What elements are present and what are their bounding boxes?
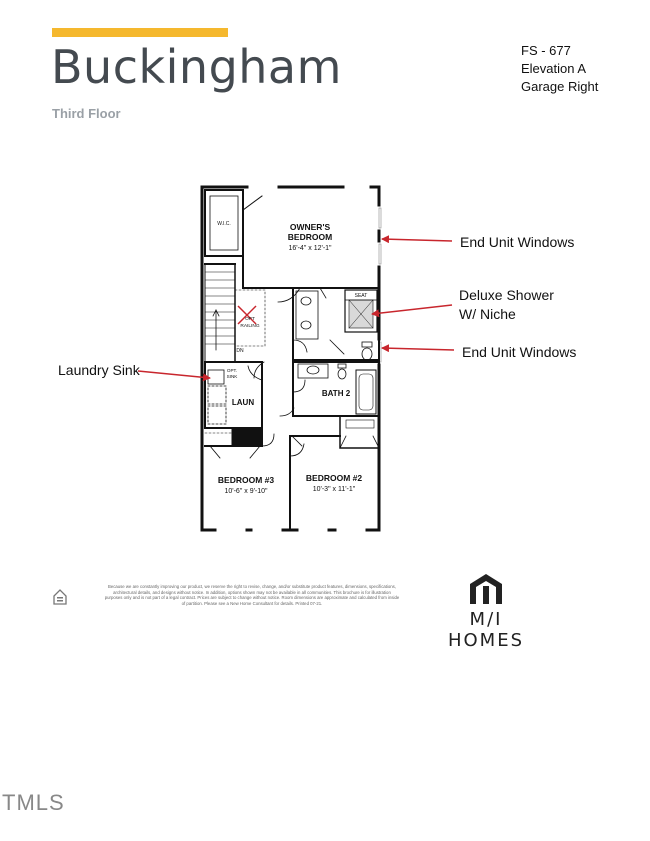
stairs xyxy=(205,264,235,362)
bed3-label: BEDROOM #3 xyxy=(217,475,275,485)
opt-railing-label-2: RAILING xyxy=(240,324,260,329)
seat-label: SEAT xyxy=(354,293,368,299)
floor-subtitle: Third Floor xyxy=(52,106,121,121)
brand-name: M/I HOMES xyxy=(447,609,525,651)
owners-dims: 16'-4" x 12'-1" xyxy=(288,245,332,252)
arrow-laundry-sink xyxy=(138,371,210,378)
wic-label: W.I.C. xyxy=(217,221,231,227)
bed2-label: BEDROOM #2 xyxy=(305,473,363,483)
owners-label-2: BEDROOM xyxy=(287,232,333,242)
equal-housing-icon xyxy=(53,589,67,605)
elevation-label: Elevation A xyxy=(521,61,587,76)
arrow-deluxe-shower xyxy=(372,305,452,314)
arrow-end-unit-windows-2 xyxy=(382,348,454,350)
laun-label: LAUN xyxy=(231,398,255,407)
opt-sink-label-2: SINK xyxy=(226,374,238,379)
tmls-watermark: TMLS xyxy=(2,790,65,815)
annotation-end-unit-windows-2: End Unit Windows xyxy=(462,344,577,360)
owners-label-1: OWNER'S xyxy=(289,222,331,232)
disclaimer-text: Because we are constantly improving our product, we reserve the right to revise, change, and/or substitute product features, dimensions, specifications, architectural details, and designs without notice. In addition, options shown may not be available in all communities. This brochure is for illustration purposes only and is not part of a legal contract. Prices are subject to change without notice. Room dimensions are approximate and calculated from inside of partition. Please see a New Home Consultant for details. Printed 07-21. xyxy=(104,584,400,606)
annotation-deluxe-shower-2: W/ Niche xyxy=(459,306,516,322)
arrow-end-unit-windows-1 xyxy=(382,239,452,241)
bed3-dims: 10'-6" x 9'-10" xyxy=(224,488,268,495)
page-title: Buckingham xyxy=(51,40,342,94)
dn-label: DN xyxy=(236,348,244,354)
bed2-dims: 10'-3" x 11'-1" xyxy=(312,486,356,493)
bath2-label: BATH 2 xyxy=(321,389,351,398)
annotation-laundry-sink: Laundry Sink xyxy=(58,362,140,378)
opt-sink-label-1: OPT. xyxy=(226,368,238,373)
opt-railing-label-1: OPT xyxy=(245,317,255,322)
annotation-end-unit-windows-1: End Unit Windows xyxy=(460,234,575,250)
garage-label: Garage Right xyxy=(521,79,599,94)
annotation-deluxe-shower-1: Deluxe Shower xyxy=(459,287,554,303)
plan-code: FS - 677 xyxy=(521,43,571,58)
